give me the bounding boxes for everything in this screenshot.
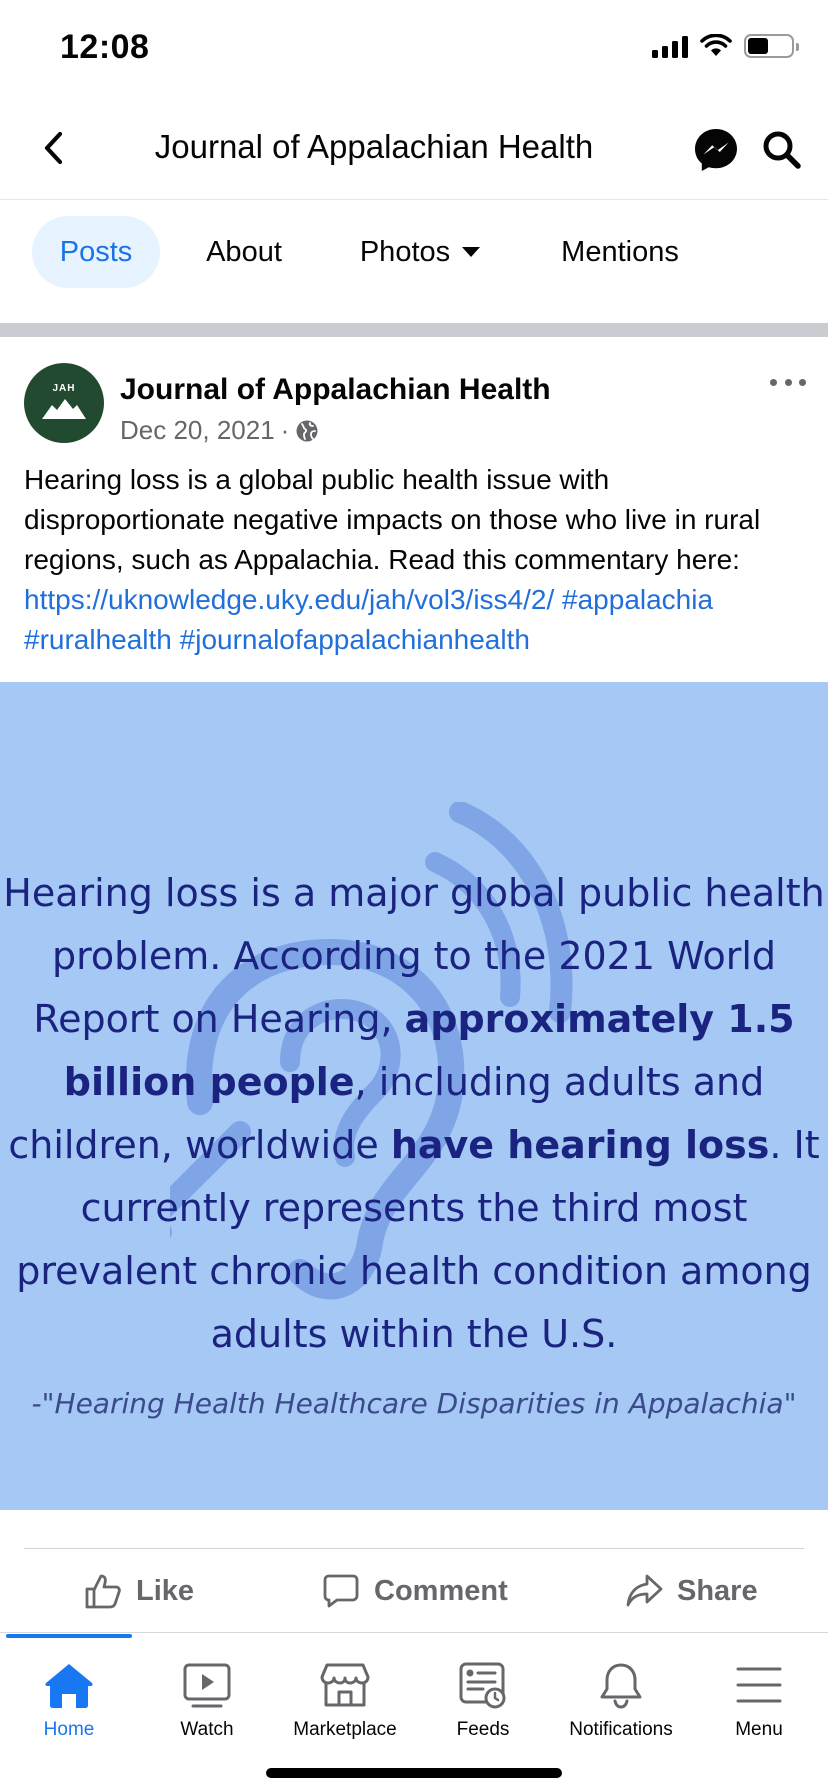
more-options-button[interactable]: [766, 367, 810, 397]
actions-divider: [24, 1548, 804, 1549]
post-body: Hearing loss is a global public health issue with disproportionate negative impacts on those who live in rural regions, such as Appalachia. Read this commentary here:: [24, 464, 761, 575]
quote-part-1: Hearing loss is a major global public health problem. According to the 2021 World Report on Hearing,: [3, 871, 825, 1041]
status-icons: [652, 34, 794, 58]
messenger-icon: [692, 126, 740, 174]
nav-watch[interactable]: [138, 1655, 276, 1755]
comment-button[interactable]: [322, 1556, 508, 1626]
more-dot-icon: [770, 379, 777, 386]
cellular-signal-icon: [652, 34, 688, 58]
tab-mentions-label: Mentions: [561, 235, 679, 268]
like-button[interactable]: [84, 1556, 194, 1626]
search-button[interactable]: [756, 124, 808, 176]
quote-emphasis-2: have hearing loss: [390, 1123, 770, 1167]
marketplace-icon: [319, 1661, 371, 1709]
globe-icon: [295, 419, 319, 443]
comment-label: Comment: [374, 1574, 508, 1607]
nav-notifications-label: Notifications: [569, 1719, 673, 1740]
hashtag-ruralhealth[interactable]: #ruralhealth: [24, 624, 172, 655]
nav-feeds[interactable]: [414, 1655, 552, 1755]
hashtag-journalofappalachianhealth[interactable]: #journalofappalachianhealth: [179, 624, 530, 655]
more-dot-icon: [785, 379, 792, 386]
post-meta: [120, 415, 319, 446]
active-tab-indicator: [6, 1634, 132, 1638]
tab-photos-label: Photos: [359, 235, 451, 268]
nav-home[interactable]: [0, 1655, 138, 1755]
meta-separator: ·: [280, 415, 290, 445]
avatar[interactable]: [24, 363, 104, 443]
share-icon: [625, 1572, 663, 1610]
comment-icon: [322, 1572, 360, 1610]
nav-marketplace-label: Marketplace: [293, 1719, 397, 1740]
nav-home-label: Home: [43, 1719, 95, 1740]
avatar-text: JAH: [52, 383, 76, 394]
home-icon: [43, 1661, 95, 1709]
tab-about[interactable]: [186, 216, 302, 288]
tab-posts-label: Posts: [59, 235, 133, 268]
mountain-logo-icon: [42, 397, 86, 419]
quote-part-3: , including adults and children, worldwide: [8, 1060, 765, 1167]
messenger-button[interactable]: [690, 124, 742, 176]
page-title: Journal of Appalachian Health: [154, 128, 594, 165]
hashtag-appalachia[interactable]: #appalachia: [562, 584, 714, 615]
status-bar: [0, 0, 828, 100]
like-label: Like: [136, 1574, 195, 1607]
nav-menu-label: Menu: [735, 1719, 783, 1740]
nav-menu[interactable]: [690, 1655, 828, 1755]
watch-icon: [181, 1661, 233, 1709]
page-tabs: [0, 201, 828, 323]
post-image[interactable]: [0, 682, 828, 1510]
status-time: 12:08: [60, 28, 150, 66]
tab-photos[interactable]: [340, 216, 500, 288]
nav-feeds-label: Feeds: [456, 1719, 510, 1740]
quote-part-5: . It currently represents the third most prevalent chronic health condition among adults within the U.S.: [16, 1123, 820, 1356]
page-header: [0, 100, 828, 200]
quote-source: -"Hearing Health Healthcare Disparities in Appalachia": [31, 1387, 797, 1420]
nav-marketplace[interactable]: [276, 1655, 414, 1755]
post-date[interactable]: Dec 20, 2021: [120, 415, 275, 445]
section-divider: [0, 323, 828, 337]
menu-icon: [733, 1661, 785, 1709]
share-label: Share: [677, 1574, 758, 1607]
quote-emphasis-1: approximately 1.5 billion people: [63, 997, 795, 1104]
back-button[interactable]: [26, 120, 82, 176]
tab-mentions[interactable]: [542, 216, 698, 288]
tab-posts[interactable]: [32, 216, 160, 288]
search-icon: [761, 129, 803, 171]
image-quote: [0, 862, 828, 1366]
caret-down-icon: [462, 247, 480, 257]
post-text: [24, 460, 814, 660]
feeds-icon: [457, 1661, 509, 1709]
post-actions: [0, 1556, 828, 1630]
thumbs-up-icon: [84, 1572, 122, 1610]
home-indicator: [266, 1768, 562, 1778]
share-button[interactable]: [625, 1556, 758, 1626]
battery-icon: [744, 34, 794, 58]
tab-about-label: About: [206, 235, 282, 268]
more-dot-icon: [799, 379, 806, 386]
post-author[interactable]: Journal of Appalachian Health: [120, 373, 551, 406]
post-link[interactable]: https://uknowledge.uky.edu/jah/vol3/iss4/2/: [24, 584, 555, 615]
bell-icon: [595, 1661, 647, 1709]
wifi-icon: [700, 34, 732, 58]
nav-watch-label: Watch: [180, 1719, 234, 1740]
post-header: [0, 337, 828, 457]
chevron-left-icon: [40, 130, 68, 166]
nav-notifications[interactable]: [552, 1655, 690, 1755]
